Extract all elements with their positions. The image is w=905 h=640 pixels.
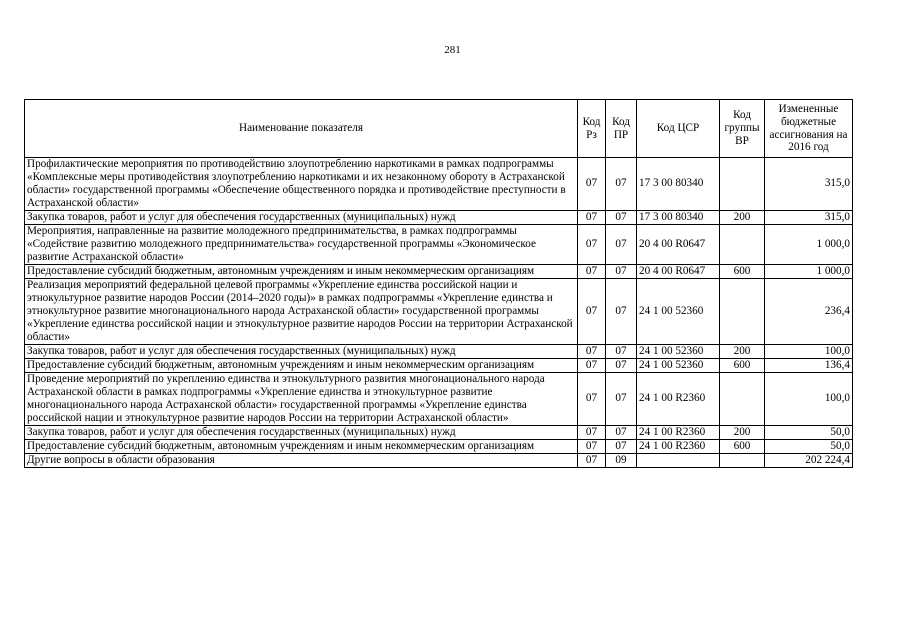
row-amount: 50,0 <box>765 425 853 439</box>
table-row <box>25 453 853 467</box>
table-row <box>25 439 853 453</box>
row-amount: 100,0 <box>765 344 853 358</box>
row-name: Другие вопросы в области образования <box>25 453 578 467</box>
header-name: Наименование показателя <box>25 100 578 158</box>
row-rz: 07 <box>578 264 606 278</box>
row-rz: 07 <box>578 372 606 425</box>
row-rz: 07 <box>578 344 606 358</box>
row-name: Закупка товаров, работ и услуг для обеспечения государственных (муниципальных) нужд <box>25 344 578 358</box>
row-rz: 07 <box>578 425 606 439</box>
row-name: Реализация мероприятий федеральной целевой программы «Укрепление единства российской нации и этнокультурное развитие народов России (2014–2020 годы)» в рамках подпрограммы «Укрепление единства и этнокультурное развитие многонационального народа Астраханской области» государственной программы «Укрепление единства российской нации и этнокультурное развитие народов России на территории Астраханской области» <box>25 278 578 344</box>
table-row <box>25 372 853 425</box>
row-pr: 07 <box>606 224 637 264</box>
row-name: Профилактические мероприятия по противодействию злоупотреблению наркотиками в рамках подпрограммы «Комплексные меры противодействия злоупотреблению наркотиками и их незаконному обороту в Астраханской области» государственной программы «Обеспечение общественного порядка и противодействие преступности в Астраханской области» <box>25 158 578 211</box>
table-header-row <box>25 100 853 158</box>
row-csr: 24 1 00 52360 <box>637 358 720 372</box>
budget-table <box>24 99 853 468</box>
row-pr: 07 <box>606 278 637 344</box>
table-row <box>25 224 853 264</box>
row-pr: 07 <box>606 425 637 439</box>
row-name: Мероприятия, направленные на развитие молодежного предпринимательства, в рамках подпрограммы «Содействие развитию молодежного предпринимательства» государственной программы «Экономическое развитие Астраханской области» <box>25 224 578 264</box>
row-csr: 17 3 00 80340 <box>637 210 720 224</box>
row-name: Проведение мероприятий по укреплению единства и этнокультурного развития многонационального народа Астраханской области в рамках подпрограммы «Укрепление единства и этнокультурное развитие многонационального народа Астраханской области» государственной программы «Укрепление единства российской нации и этнокультурное развитие народов России на территории Астраханской области» <box>25 372 578 425</box>
row-rz: 07 <box>578 439 606 453</box>
row-amount: 100,0 <box>765 372 853 425</box>
row-pr: 07 <box>606 158 637 211</box>
table-row <box>25 264 853 278</box>
row-amount: 236,4 <box>765 278 853 344</box>
row-amount: 1 000,0 <box>765 264 853 278</box>
row-name: Предоставление субсидий бюджетным, автономным учреждениям и иным некоммерческим организациям <box>25 439 578 453</box>
header-pr: Код ПР <box>606 100 637 158</box>
table-row <box>25 278 853 344</box>
row-csr: 17 3 00 80340 <box>637 158 720 211</box>
header-vr: Код группы ВР <box>720 100 765 158</box>
page-number: 281 <box>444 44 461 56</box>
row-vr: 200 <box>720 425 765 439</box>
row-rz: 07 <box>578 358 606 372</box>
table-row <box>25 210 853 224</box>
row-amount: 50,0 <box>765 439 853 453</box>
row-csr: 20 4 00 R0647 <box>637 224 720 264</box>
row-amount: 136,4 <box>765 358 853 372</box>
row-vr <box>720 224 765 264</box>
row-pr: 07 <box>606 372 637 425</box>
row-vr: 200 <box>720 210 765 224</box>
header-rz: Код Рз <box>578 100 606 158</box>
row-csr: 24 1 00 52360 <box>637 344 720 358</box>
row-amount: 315,0 <box>765 210 853 224</box>
row-vr <box>720 278 765 344</box>
row-amount: 202 224,4 <box>765 453 853 467</box>
row-rz: 07 <box>578 453 606 467</box>
row-vr: 600 <box>720 439 765 453</box>
row-pr: 07 <box>606 264 637 278</box>
row-rz: 07 <box>578 210 606 224</box>
row-csr: 24 1 00 R2360 <box>637 439 720 453</box>
row-vr: 600 <box>720 358 765 372</box>
row-amount: 1 000,0 <box>765 224 853 264</box>
row-csr: 24 1 00 R2360 <box>637 425 720 439</box>
row-pr: 07 <box>606 344 637 358</box>
table-row <box>25 425 853 439</box>
table-row <box>25 158 853 211</box>
row-vr <box>720 453 765 467</box>
row-pr: 09 <box>606 453 637 467</box>
row-vr <box>720 372 765 425</box>
row-csr: 24 1 00 R2360 <box>637 372 720 425</box>
row-name: Предоставление субсидий бюджетным, автономным учреждениям и иным некоммерческим организациям <box>25 358 578 372</box>
row-csr: 24 1 00 52360 <box>637 278 720 344</box>
row-vr: 200 <box>720 344 765 358</box>
header-csr: Код ЦСР <box>637 100 720 158</box>
row-rz: 07 <box>578 278 606 344</box>
row-name: Предоставление субсидий бюджетным, автономным учреждениям и иным некоммерческим организациям <box>25 264 578 278</box>
row-amount: 315,0 <box>765 158 853 211</box>
row-rz: 07 <box>578 224 606 264</box>
row-pr: 07 <box>606 358 637 372</box>
table-row <box>25 344 853 358</box>
row-name: Закупка товаров, работ и услуг для обеспечения государственных (муниципальных) нужд <box>25 210 578 224</box>
row-pr: 07 <box>606 210 637 224</box>
row-vr <box>720 158 765 211</box>
row-csr: 20 4 00 R0647 <box>637 264 720 278</box>
row-pr: 07 <box>606 439 637 453</box>
header-amount: Измененные бюджетные ассигнования на 2016 год <box>765 100 853 158</box>
row-rz: 07 <box>578 158 606 211</box>
row-csr <box>637 453 720 467</box>
row-vr: 600 <box>720 264 765 278</box>
table-row <box>25 358 853 372</box>
row-name: Закупка товаров, работ и услуг для обеспечения государственных (муниципальных) нужд <box>25 425 578 439</box>
